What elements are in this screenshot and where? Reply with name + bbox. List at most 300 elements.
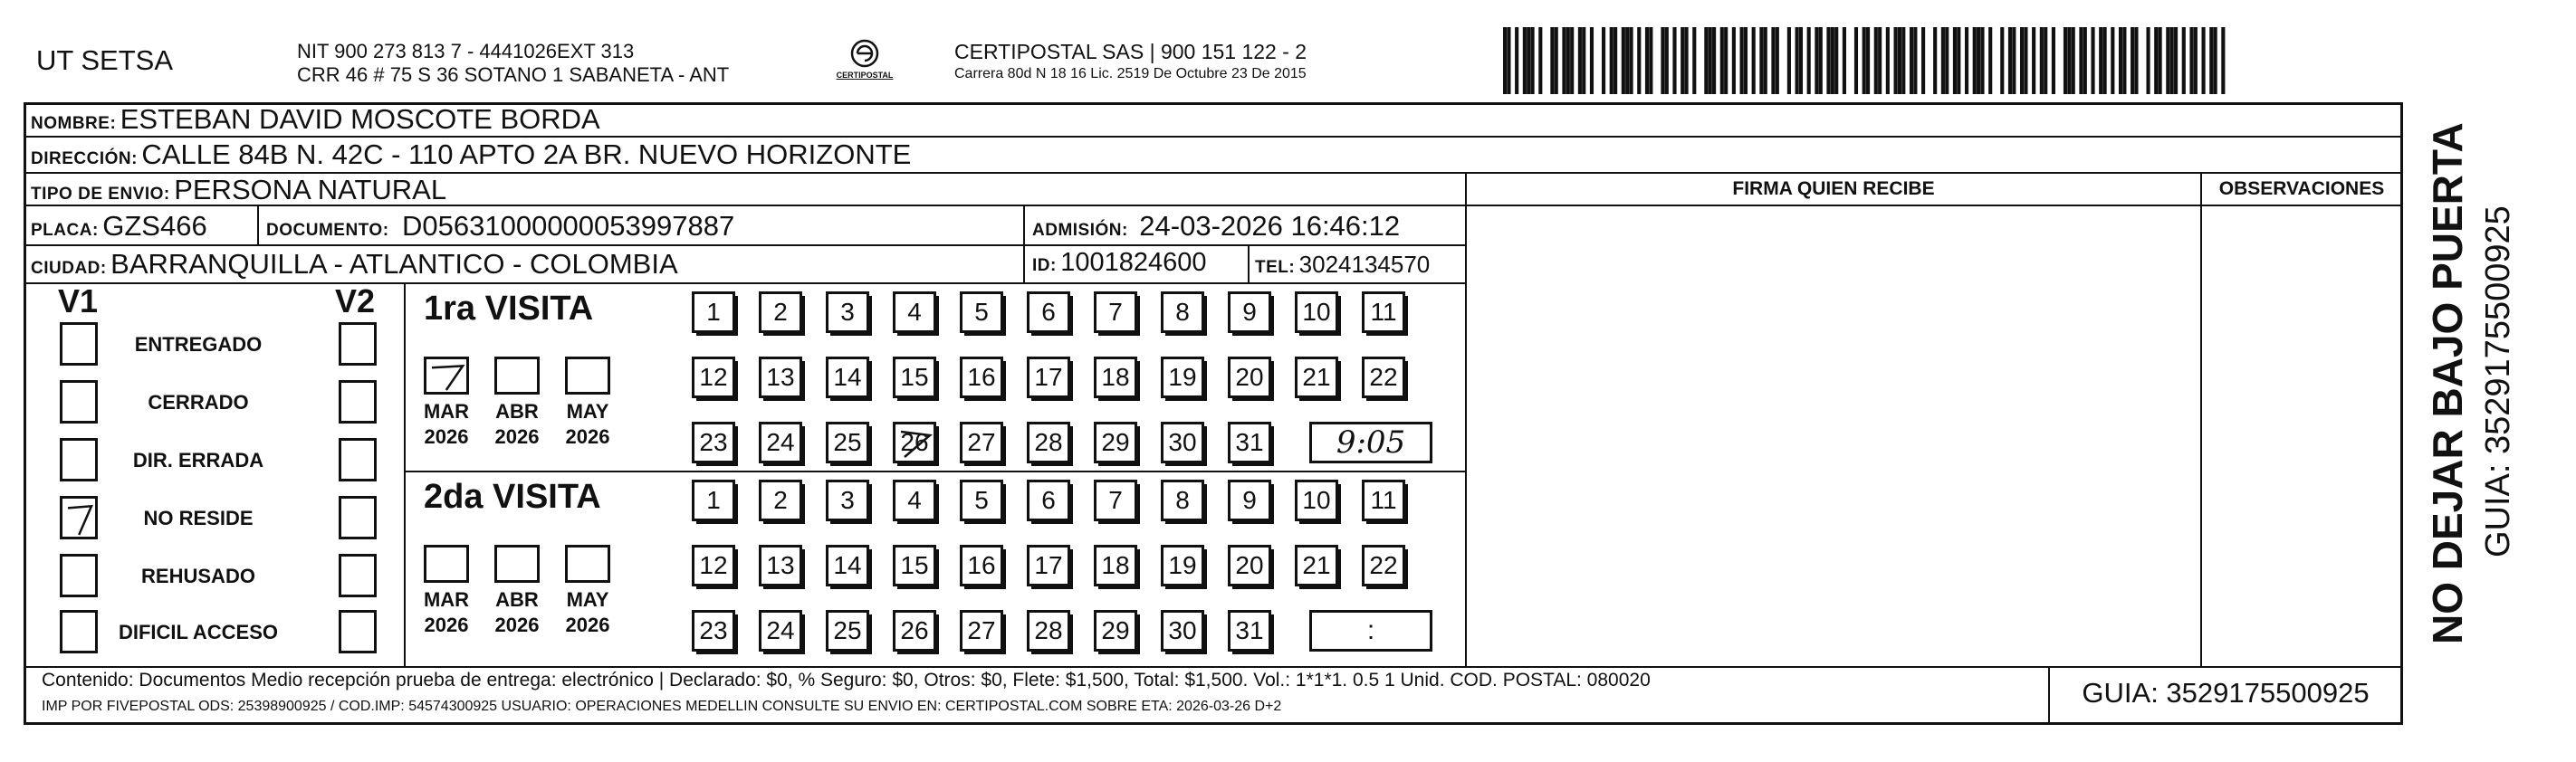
day-number: 11: [1370, 486, 1397, 514]
barcode-bar: [1921, 27, 1925, 94]
day-checkbox[interactable]: [893, 291, 936, 333]
day-checkbox[interactable]: [960, 610, 1003, 652]
day-number: 18: [1101, 551, 1130, 579]
barcode-bar: [1566, 27, 1570, 94]
ciudad-label: CIUDAD:: [31, 259, 107, 278]
barcode-bar: [2182, 27, 2186, 94]
day-checkbox[interactable]: [1362, 291, 1405, 333]
v2-checkbox[interactable]: [339, 380, 377, 424]
status-option-label: ENTREGADO: [134, 333, 263, 356]
barcode-bar: [1562, 27, 1566, 94]
day-checkbox[interactable]: [1228, 291, 1271, 333]
barcode-bar: [1685, 27, 1689, 94]
day-checkbox[interactable]: [1027, 422, 1070, 463]
barcode-bar: [2032, 27, 2035, 94]
side-warning: NO DEJAR BAJO PUERTA: [2424, 122, 2471, 644]
barcode-bar: [1578, 27, 1582, 94]
day-checkbox[interactable]: [1295, 357, 1338, 398]
day-checkbox[interactable]: [1161, 291, 1204, 333]
company-address: CRR 46 # 75 S 36 SOTANO 1 SABANETA - ANT: [297, 63, 730, 86]
day-number: 12: [699, 551, 728, 579]
month-label: MAR: [423, 400, 470, 423]
day-checkbox[interactable]: [1295, 545, 1338, 586]
barcode-bar: [1980, 27, 1984, 94]
barcode-bar: [1661, 27, 1664, 94]
barcode-bar: [1776, 27, 1779, 94]
barcode-bar: [1799, 27, 1803, 94]
barcode-bar: [1538, 27, 1542, 94]
barcode-bar: [2052, 27, 2055, 94]
footer-guia: GUIA: 3529175500925: [2082, 677, 2370, 709]
barcode-bar: [1622, 27, 1625, 94]
barcode-bar: [1744, 27, 1748, 94]
barcode-bar: [1649, 27, 1652, 94]
barcode-bar: [1709, 27, 1712, 94]
documento-value: D05631000000053997887: [402, 210, 735, 242]
id-label: ID:: [1032, 256, 1057, 275]
month-label: ABR: [495, 400, 539, 423]
barcode-bar: [2008, 27, 2012, 94]
day-checkbox[interactable]: [692, 357, 735, 398]
nombre-value: ESTEBAN DAVID MOSCOTE BORDA: [120, 103, 600, 135]
v2-header: V2: [335, 282, 376, 319]
day-number: 7: [1108, 486, 1123, 514]
day-checkbox[interactable]: [960, 545, 1003, 586]
barcode-bar: [1977, 27, 1980, 94]
barcode-bar: [1507, 27, 1510, 94]
barcode-bar: [2012, 27, 2016, 94]
day-number: 6: [1041, 298, 1056, 326]
v1-checkbox[interactable]: [60, 496, 98, 539]
day-number: 24: [766, 616, 795, 644]
barcode-bar: [1665, 27, 1669, 94]
barcode-bar: [1531, 27, 1535, 94]
barcode-bar: [1826, 27, 1830, 94]
month-checkbox[interactable]: [494, 357, 540, 395]
barcode-bar: [1973, 27, 1977, 94]
barcode-bar: [1787, 27, 1791, 94]
observaciones-header: OBSERVACIONES: [2218, 178, 2385, 199]
barcode-bar: [1965, 27, 1968, 94]
barcode-bar: [2134, 27, 2138, 94]
day-number: 19: [1168, 363, 1197, 391]
barcode-bar: [1941, 27, 1945, 94]
barcode-bar: [1590, 27, 1594, 94]
year-label: 2026: [494, 614, 540, 636]
barcode-bar: [1945, 27, 1949, 94]
day-checkbox[interactable]: [960, 480, 1003, 521]
barcode-bar: [2040, 27, 2044, 94]
day-checkbox[interactable]: [759, 422, 802, 463]
barcode-bar: [1843, 27, 1846, 94]
month-checkbox[interactable]: [424, 545, 469, 583]
day-checkbox[interactable]: [692, 545, 735, 586]
day-checkbox[interactable]: [1027, 357, 1070, 398]
barcode-bar: [2044, 27, 2047, 94]
barcode-bar: [1863, 27, 1866, 94]
barcode-bar: [1874, 27, 1878, 94]
barcode-bar: [1831, 27, 1834, 94]
day-number: 13: [766, 551, 795, 579]
barcode-bar: [1759, 27, 1763, 94]
certipostal-logo-text: CERTIPOSTAL: [836, 71, 894, 80]
day-number: 27: [967, 616, 996, 644]
barcode-bar: [2091, 27, 2094, 94]
day-number: 26: [900, 616, 929, 644]
day-checkbox[interactable]: [893, 422, 936, 463]
check-mark-icon: [64, 500, 97, 538]
barcode-bar: [1886, 27, 1890, 94]
day-checkbox[interactable]: [1094, 422, 1137, 463]
tipo-envio-label: TIPO DE ENVIO:: [31, 185, 170, 204]
month-checkbox[interactable]: [494, 545, 540, 583]
day-number: 18: [1101, 363, 1130, 391]
day-number: 23: [699, 616, 728, 644]
visit-time-field[interactable]: [1309, 610, 1432, 652]
day-number: 23: [699, 428, 728, 456]
nombre-row: [31, 103, 600, 136]
barcode-bar: [1910, 27, 1913, 94]
barcode-bar: [2119, 27, 2122, 94]
day-number: 29: [1101, 616, 1130, 644]
admision-label: ADMISIÓN:: [1032, 221, 1128, 240]
company-nit: NIT 900 273 813 7 - 4441026EXT 313: [297, 40, 635, 62]
v1-header: V1: [58, 282, 99, 319]
certipostal-license: Carrera 80d N 18 16 Lic. 2519 De Octubre 23 De 2015: [954, 66, 1307, 81]
barcode-bar: [1527, 27, 1530, 94]
v1-checkbox[interactable]: [60, 322, 98, 366]
day-number: 27: [967, 428, 996, 456]
day-number: 15: [900, 363, 929, 391]
day-number: 21: [1302, 551, 1331, 579]
barcode-bar: [1953, 27, 1957, 94]
day-number: 2: [773, 298, 788, 326]
side-guia: GUIA: 3529175500925: [2479, 205, 2517, 557]
day-number: 22: [1369, 551, 1398, 579]
day-checkbox[interactable]: [1094, 291, 1137, 333]
day-checkbox[interactable]: [1228, 480, 1271, 521]
barcode-bar: [1555, 27, 1558, 94]
barcode-bar: [2122, 27, 2126, 94]
day-checkbox[interactable]: [1161, 480, 1204, 521]
v2-checkbox[interactable]: [339, 438, 377, 481]
barcode-bar: [1834, 27, 1838, 94]
barcode-bar: [1898, 27, 1901, 94]
day-number: 5: [974, 486, 989, 514]
year-label: 2026: [424, 614, 469, 636]
barcode-bar: [1913, 27, 1917, 94]
visit-title: 1ra VISITA: [424, 290, 594, 328]
day-checkbox[interactable]: [1094, 545, 1137, 586]
barcode-bar: [2154, 27, 2158, 94]
barcode-bar: [2064, 27, 2067, 94]
day-checkbox[interactable]: [826, 610, 869, 652]
day-checkbox[interactable]: [960, 422, 1003, 463]
day-checkbox[interactable]: [893, 545, 936, 586]
barcode-bar: [1629, 27, 1633, 94]
day-checkbox[interactable]: [1027, 480, 1070, 521]
day-checkbox[interactable]: [759, 357, 802, 398]
day-checkbox[interactable]: [826, 357, 869, 398]
day-checkbox[interactable]: [1161, 422, 1204, 463]
barcode-bar: [2146, 27, 2150, 94]
year-label: 2026: [565, 425, 610, 448]
day-number: 1: [706, 298, 721, 326]
day-number: 10: [1302, 298, 1331, 326]
admision-value: 24-03-2026 16:46:12: [1139, 210, 1401, 242]
day-checkbox[interactable]: [893, 610, 936, 652]
barcode-bar: [1704, 27, 1708, 94]
barcode-bar: [1854, 27, 1858, 94]
day-number: 29: [1101, 428, 1130, 456]
barcode-bar: [1796, 27, 1799, 94]
barcode-bar: [1901, 27, 1905, 94]
barcode-bar: [2099, 27, 2102, 94]
day-number: 25: [833, 616, 862, 644]
check-mark-icon: [428, 361, 468, 394]
barcode-bar: [2067, 27, 2071, 94]
barcode-bar: [2174, 27, 2178, 94]
v1-checkbox[interactable]: [60, 380, 98, 424]
id-field: [1032, 248, 1207, 278]
day-number: 14: [833, 363, 862, 391]
day-checkbox[interactable]: [960, 291, 1003, 333]
day-number: 20: [1235, 363, 1264, 391]
month-checkbox[interactable]: [565, 357, 610, 395]
day-number: 31: [1235, 616, 1264, 644]
barcode-bar: [1610, 27, 1614, 94]
month-checkbox[interactable]: [565, 545, 610, 583]
documento-label: DOCUMENTO:: [266, 221, 389, 240]
barcode-bar: [2166, 27, 2169, 94]
day-number: 8: [1175, 298, 1190, 326]
barcode-bar: [1692, 27, 1696, 94]
v2-checkbox[interactable]: [339, 496, 377, 539]
day-number: 3: [840, 486, 855, 514]
day-checkbox[interactable]: [1094, 480, 1137, 521]
day-checkbox[interactable]: [1094, 357, 1137, 398]
day-checkbox[interactable]: [1228, 610, 1271, 652]
barcode-bar: [1681, 27, 1684, 94]
day-checkbox[interactable]: [1295, 480, 1338, 521]
day-number: 22: [1369, 363, 1398, 391]
day-checkbox[interactable]: [1027, 610, 1070, 652]
barcode-bar: [1933, 27, 1937, 94]
day-checkbox[interactable]: [759, 545, 802, 586]
barcode-bar: [2079, 27, 2083, 94]
barcode-bar: [2111, 27, 2114, 94]
status-option-label: NO RESIDE: [143, 507, 254, 529]
barcode-bar: [1988, 27, 1992, 94]
day-checkbox[interactable]: [692, 422, 735, 463]
month-checkbox[interactable]: [424, 357, 469, 395]
month-label: MAR: [423, 588, 470, 611]
day-checkbox[interactable]: [692, 610, 735, 652]
ciudad-field: [31, 248, 678, 281]
day-number: 30: [1168, 616, 1197, 644]
barcode-bar: [1724, 27, 1728, 94]
day-checkbox[interactable]: [692, 291, 735, 333]
day-number: 20: [1235, 551, 1264, 579]
day-number: 1: [706, 486, 721, 514]
barcode-bar: [1503, 27, 1507, 94]
barcode-bar: [1815, 27, 1818, 94]
barcode-bar: [1712, 27, 1716, 94]
day-checkbox[interactable]: [826, 422, 869, 463]
day-checkbox[interactable]: [1027, 545, 1070, 586]
barcode-bar: [1807, 27, 1811, 94]
certipostal-company: CERTIPOSTAL SAS | 900 151 122 - 2: [954, 40, 1307, 63]
barcode-bar: [2072, 27, 2075, 94]
day-checkbox[interactable]: [1094, 610, 1137, 652]
day-number: 8: [1175, 486, 1190, 514]
day-number: 21: [1302, 363, 1331, 391]
day-number: 16: [967, 363, 996, 391]
v2-checkbox[interactable]: [339, 554, 377, 597]
day-number: 10: [1302, 486, 1331, 514]
day-number: 19: [1168, 551, 1197, 579]
barcode-bar: [2020, 27, 2024, 94]
v1-checkbox[interactable]: [60, 610, 98, 653]
day-number: 17: [1034, 363, 1063, 391]
strike-mark-icon: [895, 424, 935, 462]
day-number: 7: [1108, 298, 1123, 326]
barcode-bar: [2131, 27, 2134, 94]
barcode-bar: [2214, 27, 2217, 94]
visit-time: 9:05: [1336, 424, 1406, 461]
visit-time-field[interactable]: [1309, 422, 1432, 463]
day-checkbox[interactable]: [759, 480, 802, 521]
barcode-bar: [2170, 27, 2174, 94]
day-number: 17: [1034, 551, 1063, 579]
tel-field: [1255, 251, 1430, 279]
day-number: 14: [833, 551, 862, 579]
v1-checkbox[interactable]: [60, 554, 98, 597]
day-number: 25: [833, 428, 862, 456]
day-number: 11: [1370, 298, 1397, 326]
footer-contenido: Contenido: Documentos Medio recepción prueba de entrega: electrónico | Declarado: $0, % Seguro: $0, Otros: $0, Flete: $1,500, Total: $1,500. Vol.: 1*1*1. 0.5 1 Unid. COD. POSTAL: 080020: [42, 670, 1651, 691]
day-number: 4: [907, 486, 922, 514]
day-checkbox[interactable]: [1228, 422, 1271, 463]
v2-checkbox[interactable]: [339, 610, 377, 653]
direccion-label: DIRECCIÓN:: [31, 149, 138, 168]
day-number: 15: [900, 551, 929, 579]
tipo-envio-row: [31, 174, 446, 206]
day-checkbox[interactable]: [893, 480, 936, 521]
tel-label: TEL:: [1255, 258, 1296, 277]
day-checkbox[interactable]: [826, 545, 869, 586]
day-checkbox[interactable]: [759, 610, 802, 652]
barcode-bar: [1771, 27, 1775, 94]
barcode-bar: [1614, 27, 1617, 94]
day-checkbox[interactable]: [1362, 357, 1405, 398]
year-label: 2026: [565, 614, 610, 636]
direccion-value: CALLE 84B N. 42C - 110 APTO 2A BR. NUEVO HORIZONTE: [141, 138, 912, 170]
firma-header: FIRMA QUIEN RECIBE: [1732, 178, 1935, 199]
id-value: 1001824600: [1060, 248, 1207, 277]
ciudad-value: BARRANQUILLA - ATLANTICO - COLOMBIA: [110, 248, 678, 280]
barcode-bar: [2083, 27, 2087, 94]
certipostal-logo: [833, 38, 896, 85]
day-number: 28: [1034, 428, 1063, 456]
month-label: MAY: [566, 400, 609, 423]
barcode-bar: [1866, 27, 1870, 94]
day-number: 4: [907, 298, 922, 326]
status-option-label: REHUSADO: [141, 565, 255, 587]
day-checkbox[interactable]: [692, 480, 735, 521]
barcode-bar: [2024, 27, 2027, 94]
day-checkbox[interactable]: [1161, 610, 1204, 652]
month-label: ABR: [495, 588, 539, 611]
barcode-bar: [1740, 27, 1744, 94]
day-checkbox[interactable]: [1161, 357, 1204, 398]
barcode-bar: [1957, 27, 1960, 94]
barcode-bar: [1819, 27, 1823, 94]
barcode-bar: [1570, 27, 1574, 94]
barcode-bar: [2209, 27, 2213, 94]
barcode-bar: [1523, 27, 1527, 94]
day-checkbox[interactable]: [893, 357, 936, 398]
barcode-bar: [1582, 27, 1585, 94]
year-label: 2026: [494, 425, 540, 448]
barcode-bar: [1732, 27, 1736, 94]
day-number: 26: [900, 428, 929, 456]
barcode-bar: [1515, 27, 1518, 94]
day-checkbox[interactable]: [1362, 545, 1405, 586]
day-number: 6: [1041, 486, 1056, 514]
month-label: MAY: [566, 588, 609, 611]
year-label: 2026: [424, 425, 469, 448]
day-checkbox[interactable]: [1295, 291, 1338, 333]
day-number: 13: [766, 363, 795, 391]
barcode-bar: [1550, 27, 1554, 94]
day-checkbox[interactable]: [1362, 480, 1405, 521]
day-number: 9: [1242, 486, 1257, 514]
nombre-label: NOMBRE:: [31, 114, 117, 133]
barcode-bar: [2194, 27, 2198, 94]
barcode-bar: [1752, 27, 1756, 94]
visit-time: :: [1366, 615, 1375, 645]
barcode-bar: [2000, 27, 2004, 94]
barcode-bar: [2159, 27, 2162, 94]
company-name: UT SETSA: [36, 44, 174, 76]
day-checkbox[interactable]: [1027, 291, 1070, 333]
v1-checkbox[interactable]: [60, 438, 98, 481]
day-checkbox[interactable]: [826, 291, 869, 333]
placa-label: PLACA:: [31, 221, 99, 240]
day-number: 5: [974, 298, 989, 326]
barcode-bar: [1637, 27, 1641, 94]
admision-field: [1032, 210, 1400, 243]
v2-checkbox[interactable]: [339, 322, 377, 366]
day-checkbox[interactable]: [759, 291, 802, 333]
day-checkbox[interactable]: [1228, 357, 1271, 398]
footer-imp: IMP POR FIVEPOSTAL ODS: 25398900925 / COD.IMP: 54574300925 USUARIO: OPERACIONES MEDELLIN CONSULTE SU ENVIO EN: CERTIPOSTAL.COM SOBRE ETA: 2026-03-26 D+2: [42, 699, 1282, 714]
day-checkbox[interactable]: [1161, 545, 1204, 586]
day-number: 16: [967, 551, 996, 579]
day-checkbox[interactable]: [1228, 545, 1271, 586]
barcode-bar: [1764, 27, 1767, 94]
day-number: 3: [840, 298, 855, 326]
barcode-bar: [2189, 27, 2193, 94]
status-option-label: CERRADO: [148, 391, 249, 414]
barcode-bar: [1645, 27, 1649, 94]
day-checkbox[interactable]: [826, 480, 869, 521]
tel-value: 3024134570: [1298, 251, 1431, 278]
day-number: 24: [766, 428, 795, 456]
day-number: 28: [1034, 616, 1063, 644]
day-checkbox[interactable]: [960, 357, 1003, 398]
